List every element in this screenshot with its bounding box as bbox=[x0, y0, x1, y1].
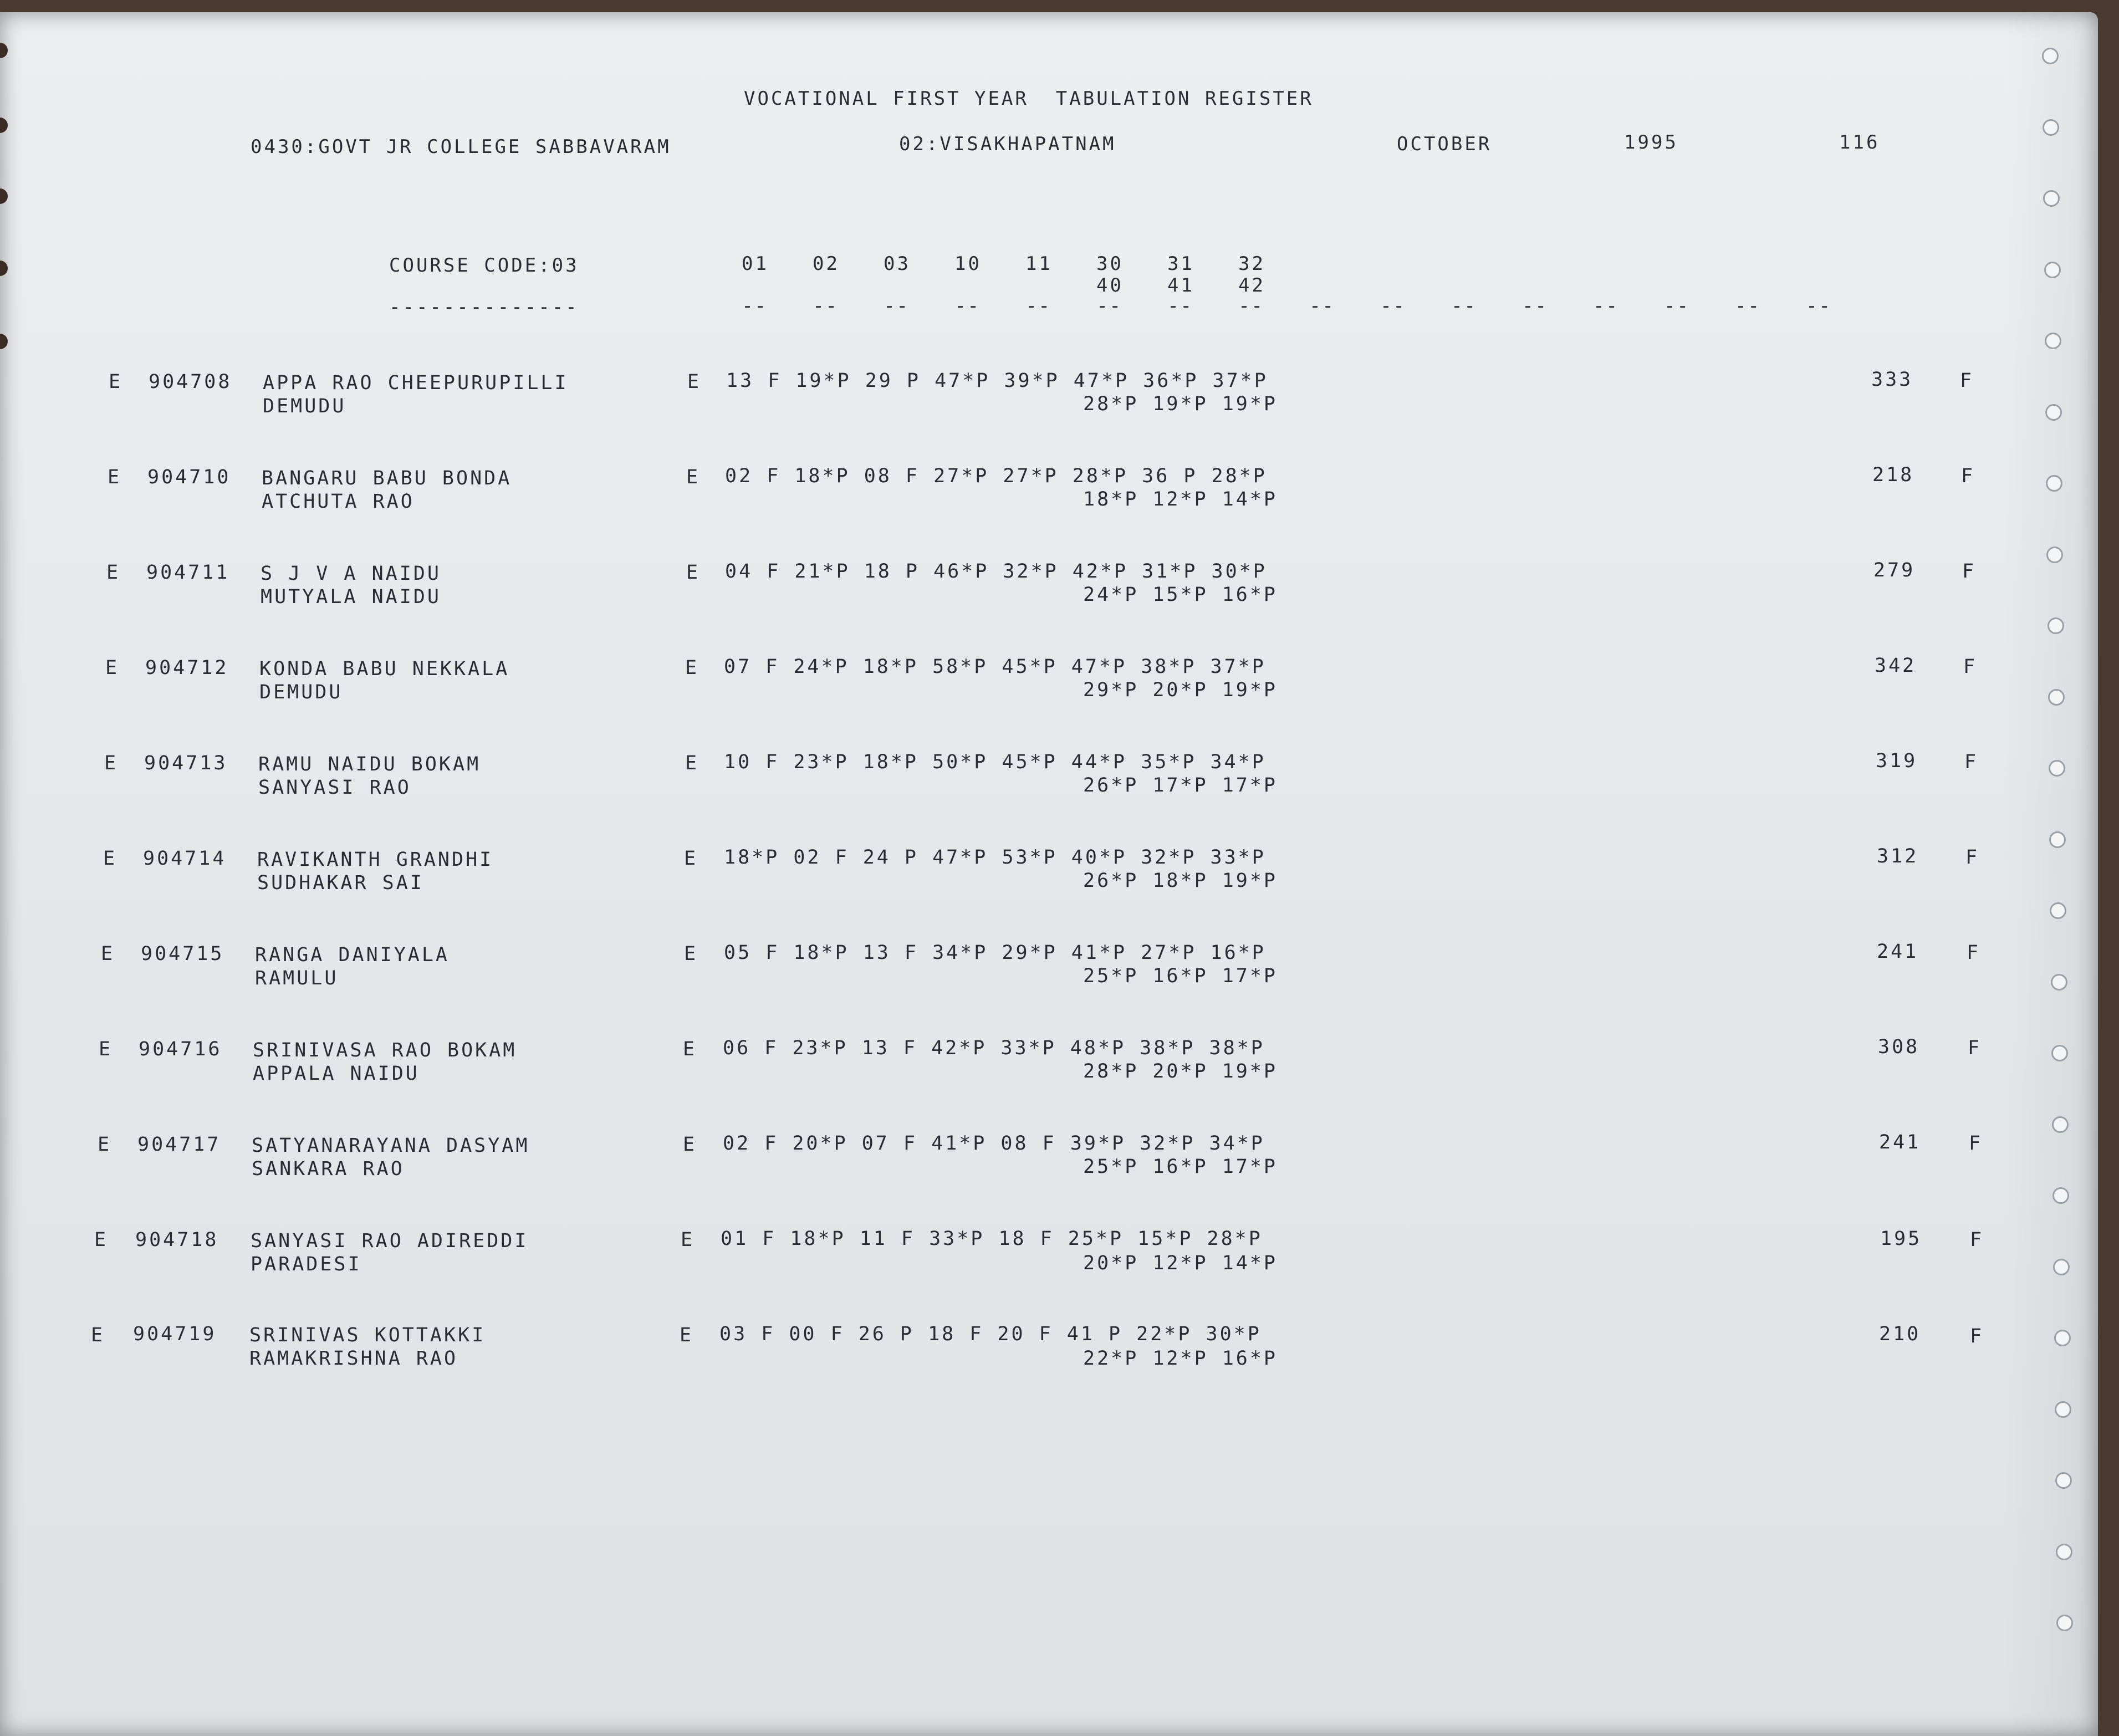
feed-hole bbox=[2049, 760, 2065, 777]
marks: 01 F 18*P 11 F 33*P 18 F 25*P 15*P 28*P bbox=[721, 1228, 1263, 1250]
result: F bbox=[1965, 846, 1980, 869]
hall-ticket-number: 904714 bbox=[143, 847, 227, 870]
subject-code: 30 bbox=[1096, 253, 1124, 275]
record-flag: E bbox=[94, 1229, 109, 1251]
column-dash: -- bbox=[1664, 295, 1690, 317]
course-code: COURSE CODE:03 bbox=[389, 254, 579, 277]
marks: 05 F 18*P 13 F 34*P 29*P 41*P 27*P 16*P bbox=[724, 942, 1266, 964]
marks-second-line: 26*P 18*P 19*P bbox=[1083, 870, 1278, 892]
marks-second-line: 26*P 17*P 17*P bbox=[1083, 774, 1278, 796]
feed-hole bbox=[2047, 617, 2064, 634]
hall-ticket-number: 904718 bbox=[135, 1229, 219, 1251]
total-marks: 218 bbox=[1872, 464, 1914, 486]
student-name: BANGARU BABU BONDA bbox=[262, 467, 512, 489]
marks-second-line: 29*P 20*P 19*P bbox=[1083, 679, 1278, 701]
medium: E bbox=[683, 1133, 697, 1156]
feed-hole bbox=[2051, 1045, 2068, 1061]
column-dash: -- bbox=[1593, 295, 1619, 317]
total-marks: 333 bbox=[1871, 369, 1913, 391]
total-marks: 319 bbox=[1876, 750, 1918, 772]
hall-ticket-number: 904711 bbox=[146, 561, 230, 584]
column-dash: -- bbox=[1522, 295, 1548, 317]
feed-hole bbox=[2055, 1472, 2072, 1489]
column-dash: -- bbox=[1167, 295, 1193, 317]
result: F bbox=[1961, 465, 1975, 487]
parent-name: SANKARA RAO bbox=[252, 1158, 405, 1180]
feed-hole bbox=[2045, 333, 2061, 349]
medium: E bbox=[684, 943, 698, 965]
result: F bbox=[1960, 370, 1974, 392]
binding-hole bbox=[0, 118, 8, 133]
record-flag: E bbox=[109, 371, 123, 393]
parent-name: MUTYALA NAIDU bbox=[261, 586, 441, 608]
district-name: 02:VISAKHAPATNAM bbox=[899, 133, 1116, 155]
result: F bbox=[1963, 656, 1978, 678]
feed-hole bbox=[2052, 1116, 2069, 1133]
result: F bbox=[1969, 1132, 1983, 1155]
feed-hole bbox=[2056, 1615, 2073, 1631]
column-dash: -- bbox=[1096, 295, 1122, 317]
hall-ticket-number: 904713 bbox=[144, 752, 228, 774]
student-name: SRINIVAS KOTTAKKI bbox=[249, 1324, 486, 1346]
hall-ticket-number: 904716 bbox=[139, 1038, 222, 1060]
record-flag: E bbox=[91, 1324, 105, 1346]
feed-hole bbox=[2051, 974, 2067, 990]
total-marks: 241 bbox=[1877, 941, 1919, 963]
result: F bbox=[1964, 751, 1979, 773]
marks-second-line: 28*P 19*P 19*P bbox=[1083, 393, 1278, 415]
marks-second-line: 24*P 15*P 16*P bbox=[1083, 584, 1278, 606]
column-dash: -- bbox=[742, 295, 768, 317]
parent-name: ATCHUTA RAO bbox=[262, 491, 415, 513]
tractor-feed-holes bbox=[2042, 12, 2075, 1736]
record-flag: E bbox=[98, 1133, 112, 1156]
subject-code: 32 bbox=[1238, 253, 1265, 275]
marks-second-line: 22*P 12*P 16*P bbox=[1083, 1347, 1278, 1370]
feed-hole bbox=[2048, 689, 2065, 706]
column-dash: -- bbox=[813, 295, 839, 317]
parent-name: SUDHAKAR SAI bbox=[257, 872, 424, 894]
subject-code: 40 bbox=[1096, 274, 1124, 297]
feed-hole bbox=[2054, 1330, 2071, 1346]
hall-ticket-number: 904710 bbox=[147, 466, 231, 488]
parent-name: DEMUDU bbox=[259, 681, 343, 703]
student-name: APPA RAO CHEEPURUPILLI bbox=[263, 372, 569, 394]
column-dash: -- bbox=[884, 295, 910, 317]
feed-hole bbox=[2046, 475, 2062, 492]
register-title: VOCATIONAL FIRST YEAR TABULATION REGISTER bbox=[744, 88, 1314, 110]
student-name: RAVIKANTH GRANDHI bbox=[257, 849, 494, 871]
page-number: 116 bbox=[1839, 131, 1880, 154]
parent-name: APPALA NAIDU bbox=[253, 1063, 420, 1085]
total-marks: 279 bbox=[1873, 559, 1916, 581]
marks-second-line: 18*P 12*P 14*P bbox=[1083, 488, 1278, 510]
medium: E bbox=[685, 752, 699, 774]
medium: E bbox=[684, 847, 698, 870]
marks: 07 F 24*P 18*P 58*P 45*P 47*P 38*P 37*P bbox=[724, 656, 1266, 678]
parent-name: RAMULU bbox=[255, 967, 339, 989]
binding-hole bbox=[0, 43, 8, 58]
marks: 06 F 23*P 13 F 42*P 33*P 48*P 38*P 38*P bbox=[723, 1037, 1265, 1059]
feed-hole bbox=[2043, 119, 2059, 136]
medium: E bbox=[685, 657, 699, 679]
feed-hole bbox=[2056, 1544, 2072, 1560]
result: F bbox=[1970, 1325, 1984, 1347]
student-name: SRINIVASA RAO BOKAM bbox=[253, 1039, 517, 1061]
record-flag: E bbox=[104, 752, 119, 774]
marks: 02 F 20*P 07 F 41*P 08 F 39*P 32*P 34*P bbox=[723, 1132, 1265, 1155]
marks: 02 F 18*P 08 F 27*P 27*P 28*P 36 P 28*P bbox=[725, 465, 1267, 487]
record-flag: E bbox=[108, 466, 122, 488]
marks: 04 F 21*P 18 P 46*P 32*P 42*P 31*P 30*P bbox=[725, 560, 1267, 583]
column-dash: -- bbox=[1735, 295, 1761, 317]
column-dash: -- bbox=[1451, 295, 1477, 317]
college-name: 0430:GOVT JR COLLEGE SABBAVARAM bbox=[251, 136, 671, 158]
hall-ticket-number: 904719 bbox=[133, 1323, 217, 1345]
parent-name: PARADESI bbox=[251, 1253, 362, 1275]
medium: E bbox=[683, 1038, 697, 1060]
marks: 13 F 19*P 29 P 47*P 39*P 47*P 36*P 37*P bbox=[726, 370, 1268, 392]
student-name: SATYANARAYANA DASYAM bbox=[252, 1135, 530, 1157]
exam-year: 1995 bbox=[1624, 131, 1678, 154]
result: F bbox=[1968, 1037, 1982, 1059]
subject-code: 11 bbox=[1025, 253, 1053, 275]
column-dash: -- bbox=[1380, 295, 1406, 317]
hall-ticket-number: 904712 bbox=[145, 657, 229, 679]
column-dash: -- bbox=[954, 295, 981, 317]
total-marks: 195 bbox=[1880, 1228, 1922, 1250]
feed-hole bbox=[2044, 262, 2061, 278]
student-name: RAMU NAIDU BOKAM bbox=[258, 753, 481, 775]
marks-second-line: 28*P 20*P 19*P bbox=[1083, 1060, 1278, 1083]
column-dash: -- bbox=[1025, 295, 1051, 317]
record-flag: E bbox=[105, 657, 120, 679]
record-flag: E bbox=[103, 847, 118, 870]
hall-ticket-number: 904708 bbox=[149, 371, 232, 393]
total-marks: 308 bbox=[1878, 1036, 1920, 1058]
marks-second-line: 25*P 16*P 17*P bbox=[1083, 1156, 1278, 1178]
medium: E bbox=[686, 561, 701, 584]
marks: 03 F 00 F 26 P 18 F 20 F 41 P 22*P 30*P bbox=[719, 1323, 1262, 1345]
student-name: S J V A NAIDU bbox=[261, 563, 441, 585]
result: F bbox=[1962, 560, 1977, 583]
medium: E bbox=[686, 466, 701, 488]
feed-hole bbox=[2049, 831, 2066, 848]
exam-month: OCTOBER bbox=[1397, 133, 1492, 155]
binding-hole bbox=[0, 188, 8, 204]
marks: 10 F 23*P 18*P 50*P 45*P 44*P 35*P 34*P bbox=[724, 751, 1266, 773]
record-flag: E bbox=[106, 561, 121, 584]
subject-code: 41 bbox=[1167, 274, 1194, 297]
column-dash: -- bbox=[1238, 295, 1264, 317]
subject-code: 42 bbox=[1238, 274, 1265, 297]
marks-second-line: 20*P 12*P 14*P bbox=[1083, 1252, 1278, 1274]
feed-hole bbox=[2052, 1187, 2069, 1204]
hall-ticket-number: 904717 bbox=[137, 1133, 221, 1156]
feed-hole bbox=[2053, 1259, 2070, 1275]
hall-ticket-number: 904715 bbox=[141, 943, 224, 965]
record-flag: E bbox=[99, 1038, 113, 1060]
student-name: RANGA DANIYALA bbox=[255, 944, 450, 966]
student-name: KONDA BABU NEKKALA bbox=[259, 658, 510, 680]
feed-hole bbox=[2050, 902, 2066, 919]
parent-name: RAMAKRISHNA RAO bbox=[249, 1347, 458, 1370]
subject-code: 01 bbox=[742, 253, 769, 275]
medium: E bbox=[680, 1324, 694, 1346]
feed-hole bbox=[2046, 547, 2063, 563]
medium: E bbox=[681, 1229, 695, 1251]
column-dash: -- bbox=[1309, 295, 1335, 317]
total-marks: 210 bbox=[1879, 1323, 1921, 1345]
total-marks: 241 bbox=[1879, 1131, 1921, 1153]
total-marks: 312 bbox=[1877, 845, 1919, 867]
binding-hole bbox=[0, 261, 8, 276]
result: F bbox=[1970, 1229, 1984, 1251]
subject-code: 03 bbox=[884, 253, 911, 275]
binding-hole bbox=[0, 334, 8, 349]
subject-code: 10 bbox=[954, 253, 982, 275]
parent-name: SANYASI RAO bbox=[258, 777, 411, 799]
student-name: SANYASI RAO ADIREDDI bbox=[251, 1230, 529, 1252]
feed-hole bbox=[2045, 404, 2062, 421]
parent-name: DEMUDU bbox=[263, 395, 346, 417]
marks: 18*P 02 F 24 P 47*P 53*P 40*P 32*P 33*P bbox=[724, 846, 1266, 869]
total-marks: 342 bbox=[1875, 655, 1917, 677]
result: F bbox=[1967, 942, 1981, 964]
subject-code: 02 bbox=[813, 253, 840, 275]
medium: E bbox=[687, 371, 702, 393]
feed-hole bbox=[2055, 1401, 2071, 1418]
marks-second-line: 25*P 16*P 17*P bbox=[1083, 965, 1278, 987]
feed-hole bbox=[2042, 48, 2059, 64]
column-dash: -- bbox=[1806, 295, 1832, 317]
course-code-underline: -------------- bbox=[389, 296, 579, 318]
record-flag: E bbox=[101, 943, 115, 965]
subject-code: 31 bbox=[1167, 253, 1194, 275]
feed-hole bbox=[2043, 190, 2060, 207]
